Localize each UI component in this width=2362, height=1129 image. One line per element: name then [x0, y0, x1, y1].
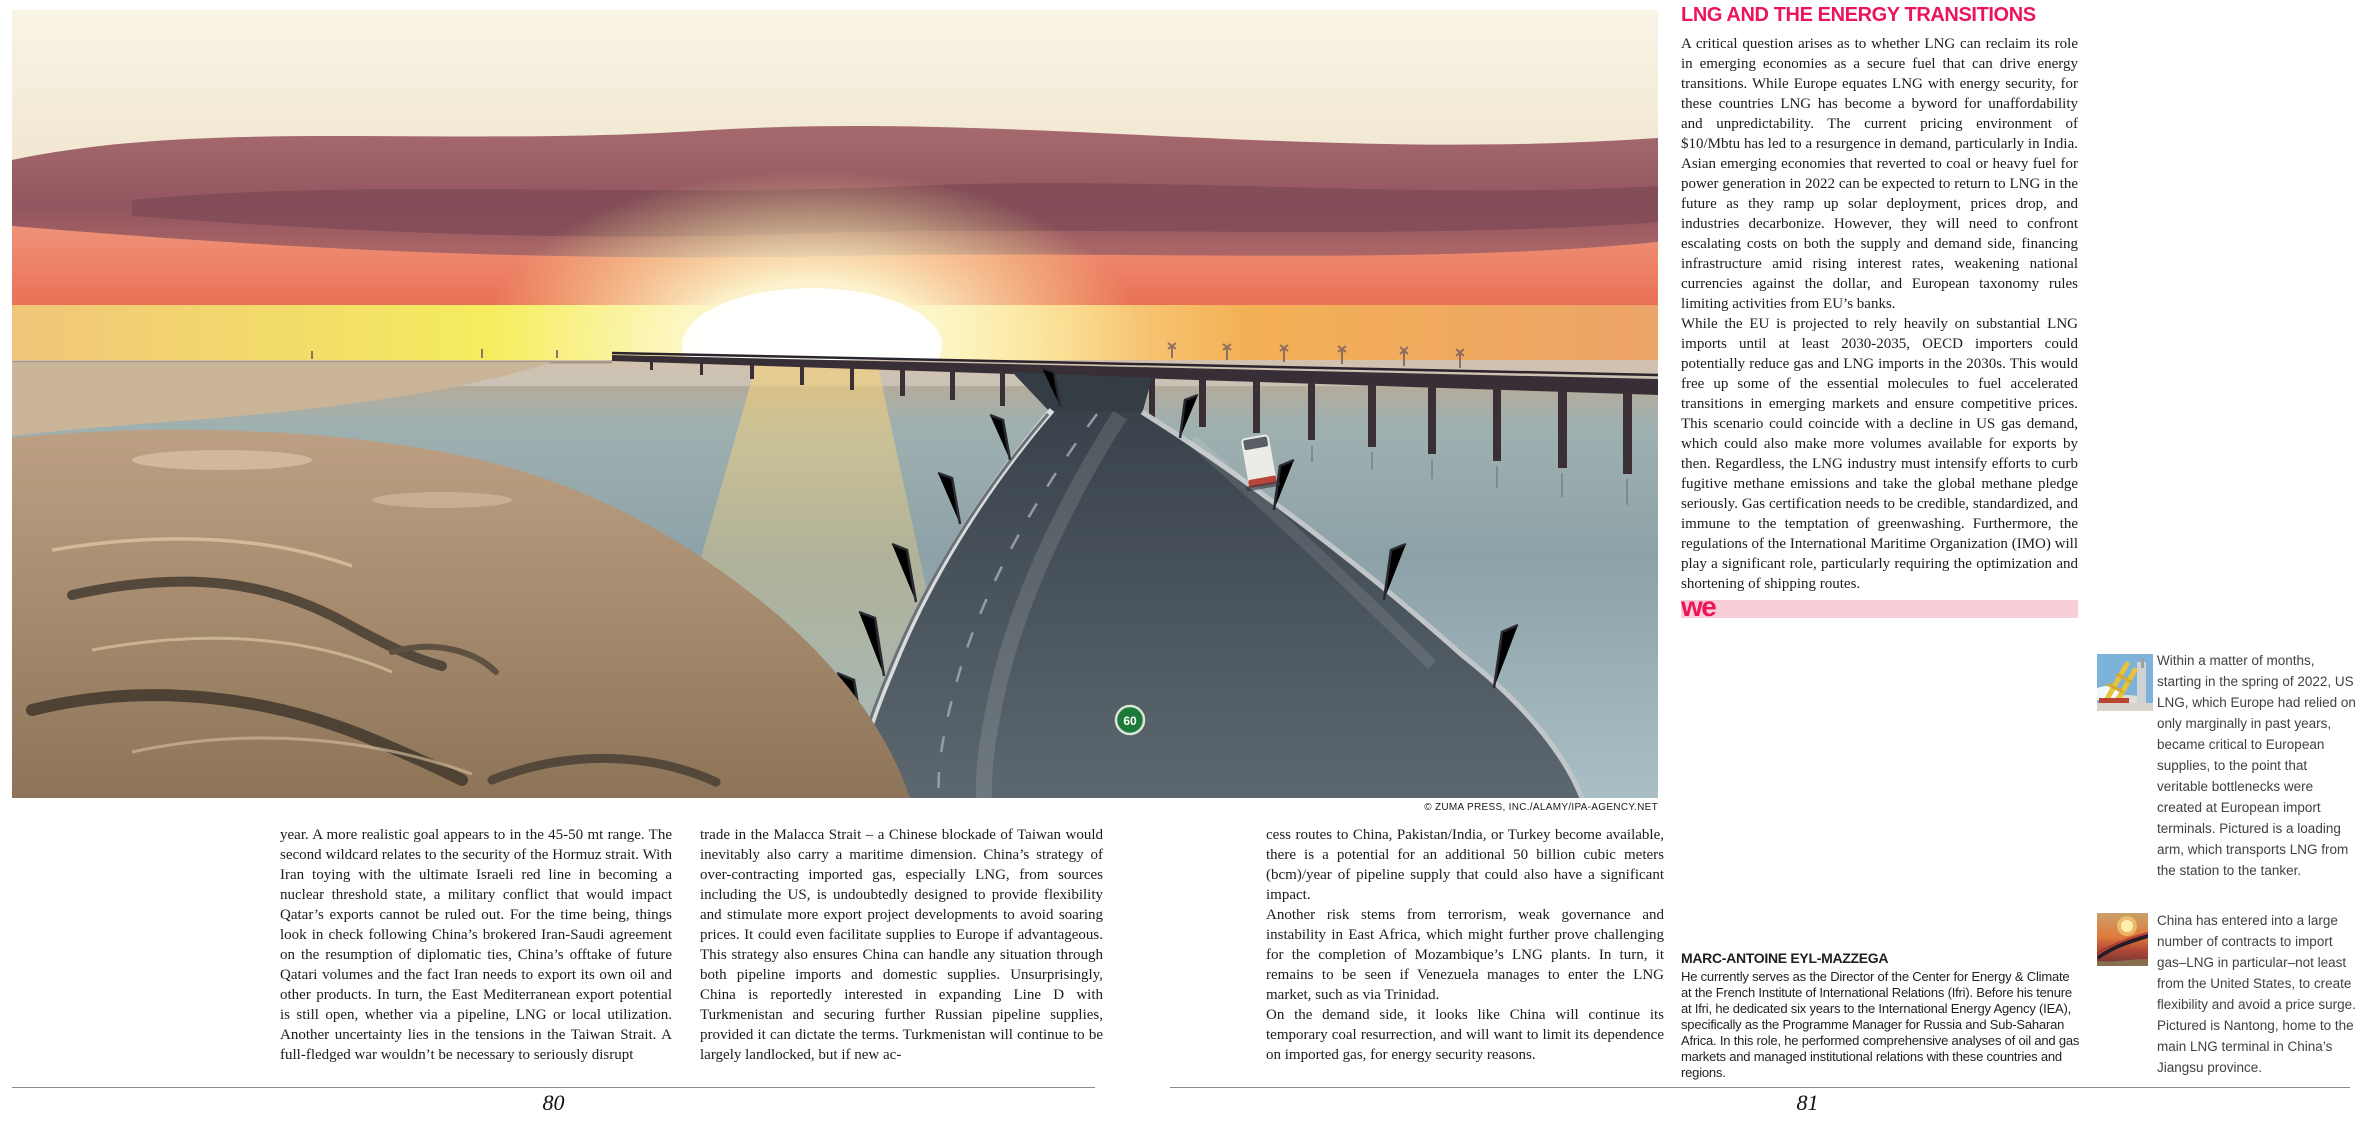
page-number-left: 80	[542, 1090, 565, 1115]
nantong-thumbnail	[2097, 913, 2148, 966]
page-number-right: 81	[1796, 1090, 1819, 1115]
author-name: MARC-ANTOINE EYL-MAZZEGA	[1681, 950, 1889, 966]
author-bio-text: He currently serves as the Director of the Center for Energy & Climate at the French Institute of International Relations (Ifri). Before his tenure at Ifri, he dedicated six years to the International Energy Agency (IEA), specifically as the Programme Manager for Russia and Sub-Saharan Africa. In this role, he performed comprehensive analyses of oil and gas markets and managed institutional relations with these countries and regions.	[1681, 969, 2080, 1080]
body-column-2: trade in the Malacca Strait – a Chinese blockade of Taiwan would inevitably also carry a maritime dimension. China’s strategy of over-contracting imported gas, especially LNG, from sources including the US, is undoubtedly designed to provide flexibility and stimulate more export project developments to avoid soaring prices. It could even facilitate supplies to Europe if advantageous. This strategy also ensures China can handle any situation through both pipeline imports and domestic supplies. Unsurprisingly, China is reportedly interested in expanding Line D with Turkmenistan and securing further Russian pipeline supplies, provided it can dictate the terms. Turkmenistan will continue to be largely landlocked, but if new ac-	[700, 827, 1103, 1063]
bridge-photo-art	[12, 10, 1658, 798]
loading-arm-art	[2097, 654, 2153, 711]
body-column-1: year. A more realistic goal appears to in the 45-50 mt range. The second wildcard relates to the security of the Hormuz strait. With Iran toying with the ultimate Israeli red line in becoming a nuclear threshold state, a military conflict that would impact Qatar’s exports cannot be ruled out. For the time being, things look in check following China’s brokered Iran-Saudi agreement on the resumption of diplomatic ties, China’s offtake of future Qatari volumes and the fact Iran needs to export its own oil and other products. In turn, the East Mediterranean export potential is still open, whether via a pipeline, LNG or local utilization. Another uncertainty lies in the tensions in the Taiwan Strait. A full-fledged war wouldn’t be necessary to seriously disrupt	[280, 827, 672, 1063]
speed-sign-label: 60	[1123, 714, 1137, 728]
we-logo-band	[1681, 591, 2078, 622]
we-magazine-logo: we	[1681, 591, 1716, 622]
column3-paragraph-2: Another risk stems from terrorism, weak governance and instability in East Africa, which might further prove challenging for the completion of Mozambique’s LNG plants. In turn, it remains to be seen if Venezuela manages to enter the LNG market, such as via Trinidad.	[1266, 907, 1664, 1003]
sidebar-caption-1: Within a matter of months, starting in the spring of 2022, US LNG, which Europe had relied on only marginally in past years, became critical to European supplies, to the point that veritable bottlenecks were created at European import terminals. Pictured is a loading arm, which transports LNG from the station to the tanker.	[2157, 653, 2356, 878]
speed-sign	[1116, 706, 1144, 734]
bridge-sunset-photo	[12, 10, 1658, 798]
right-page-footer-rule	[1170, 1087, 2350, 1088]
column3-paragraph-1: cess routes to China, Pakistan/India, or Turkey become available, there is a potential for an additional 50 billion cubic meters (bcm)/year of pipeline supply that could also have a significant impact.	[1266, 827, 1664, 903]
body-column-3	[1266, 825, 1664, 1065]
left-page-footer-rule	[12, 1087, 1095, 1088]
article-paragraph-1: A critical question arises as to whether LNG can reclaim its role in emerging economies as a secure fuel that can drive energy transitions. While Europe equates LNG with energy security, for these countries LNG has become a byword for unaffordability and unpredictability. The current pricing environment of $10/Mbtu has led to a resurgence in demand, particularly in India. Asian emerging economies that reverted to coal or heavy fuel for power generation in 2022 can be expected to return to LNG in the future as they ramp up solar deployment, prices drop, and industries decarbonize. However, they will need to confront escalating costs on both the supply and demand side, financing infrastructure amid rising interest rates, weakening national currencies against the dollar, and European taxonomy rules limiting activities from EU’s banks.	[1681, 36, 2078, 312]
photo-credit: © ZUMA PRESS, INC./ALAMY/IPA-AGENCY.NET	[1424, 802, 1658, 813]
column3-paragraph-3: On the demand side, it looks like China will continue its temporary coal resurrection, and will want to limit its dependence on imported gas, for energy security reasons.	[1266, 1007, 1664, 1063]
loading-arm-thumbnail	[2097, 654, 2153, 711]
sidebar-caption-2: China has entered into a large number of contracts to import gas–LNG in particular–not least from the United States, to create flexibility and avoid a price surge. Pictured is Nantong, home to the main LNG terminal in China’s Jiangsu province.	[2157, 913, 2356, 1075]
article-paragraph-2: While the EU is projected to rely heavily on substantial LNG imports until at least 2030-2035, OECD importers could potentially reduce gas and LNG imports in the 2030s. This would free up some of the essential molecules to fuel accelerated transitions in emerging markets and ensure competitive prices. This scenario could coincide with a decline in US gas demand, which could also make more volumes available for exports by then. Regardless, the LNG industry must intensify efforts to curb fugitive methane emissions and take the global methane pledge seriously. Gas certification needs to be credible, standardized, and immune to the temptation of greenwashing. Furthermore, the regulations of the International Maritime Organization (IMO) will play a significant role, particularly requiring the optimization and shortening of shipping routes.	[1681, 316, 2078, 592]
author-bio	[1681, 950, 2083, 1081]
lng-article	[1681, 4, 2078, 622]
article-heading: LNG AND THE ENERGY TRANSITIONS	[1681, 4, 2036, 26]
nantong-art	[2097, 913, 2148, 966]
